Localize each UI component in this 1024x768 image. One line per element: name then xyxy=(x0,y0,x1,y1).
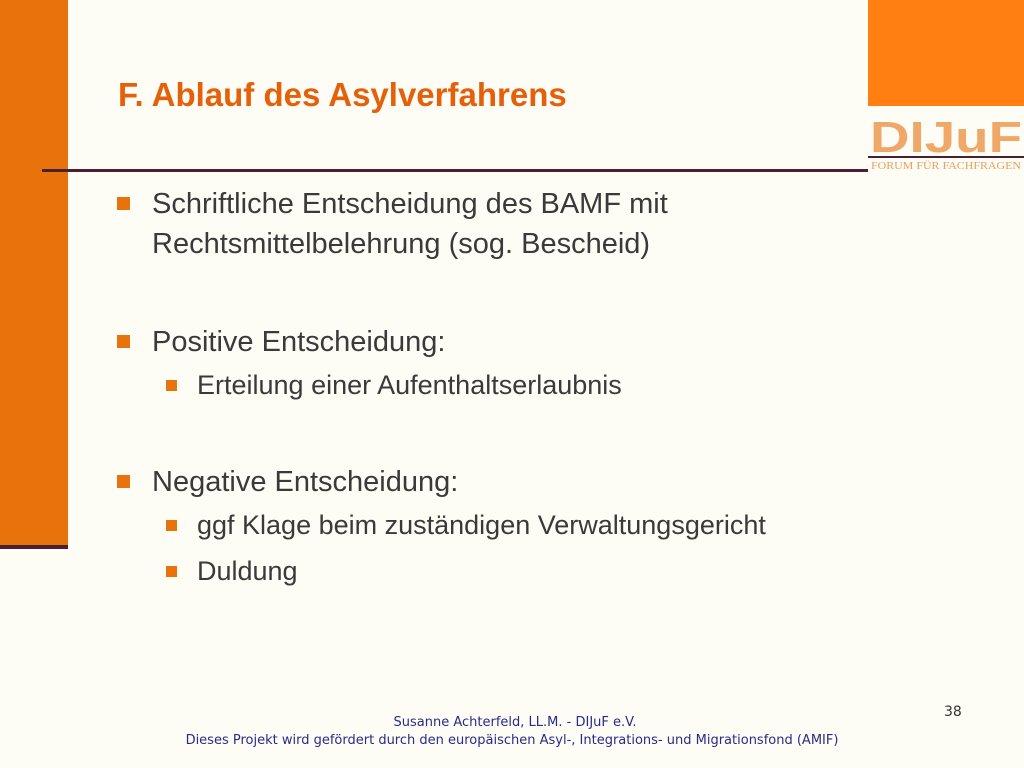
left-accent-bar xyxy=(0,0,68,546)
dijuf-logo xyxy=(868,106,1024,172)
sub-bullet-marker xyxy=(166,380,177,391)
bullet-text-line: Schriftliche Entscheidung des BAMF mit xyxy=(152,188,668,220)
bullet-text-line: Negative Entscheidung: xyxy=(152,466,459,498)
bullet-text-line: Rechtsmittelbelehrung (sog. Bescheid) xyxy=(152,228,651,260)
sub-bullet-item: Duldung xyxy=(197,556,298,586)
bullet-text-line: Positive Entscheidung: xyxy=(152,326,446,358)
bullet-item xyxy=(152,184,668,264)
logo-wordmark: DIJuF xyxy=(870,113,1022,162)
footer-funding: Dieses Projekt wird gefördert durch den europäischen Asyl-, Integrations- und Migrationsfond (AMIF) xyxy=(185,733,839,748)
bullet-marker xyxy=(117,335,130,348)
sub-bullet-marker xyxy=(166,520,177,531)
bullet-item xyxy=(152,322,445,362)
slide-footer xyxy=(0,714,1024,750)
bullet-marker xyxy=(117,475,130,488)
bullet-item xyxy=(152,462,458,502)
slide-title: F. Ablauf des Asylverfahrens xyxy=(118,76,567,113)
logo-tagline: FORUM FÜR FACHFRAGEN xyxy=(871,160,1022,172)
left-accent-bar-underline xyxy=(0,545,68,549)
title-divider xyxy=(42,169,868,172)
bullet-marker xyxy=(117,197,130,210)
sub-bullet-item: Erteilung einer Aufenthaltserlaubnis xyxy=(197,370,622,400)
footer-author: Susanne Achterfeld, LL.M. - DIJuF e.V. xyxy=(393,715,637,730)
sub-bullet-item: ggf Klage beim zuständigen Verwaltungsgericht xyxy=(197,510,766,540)
page-number: 38 xyxy=(944,704,962,720)
sub-bullet-marker xyxy=(166,566,177,577)
